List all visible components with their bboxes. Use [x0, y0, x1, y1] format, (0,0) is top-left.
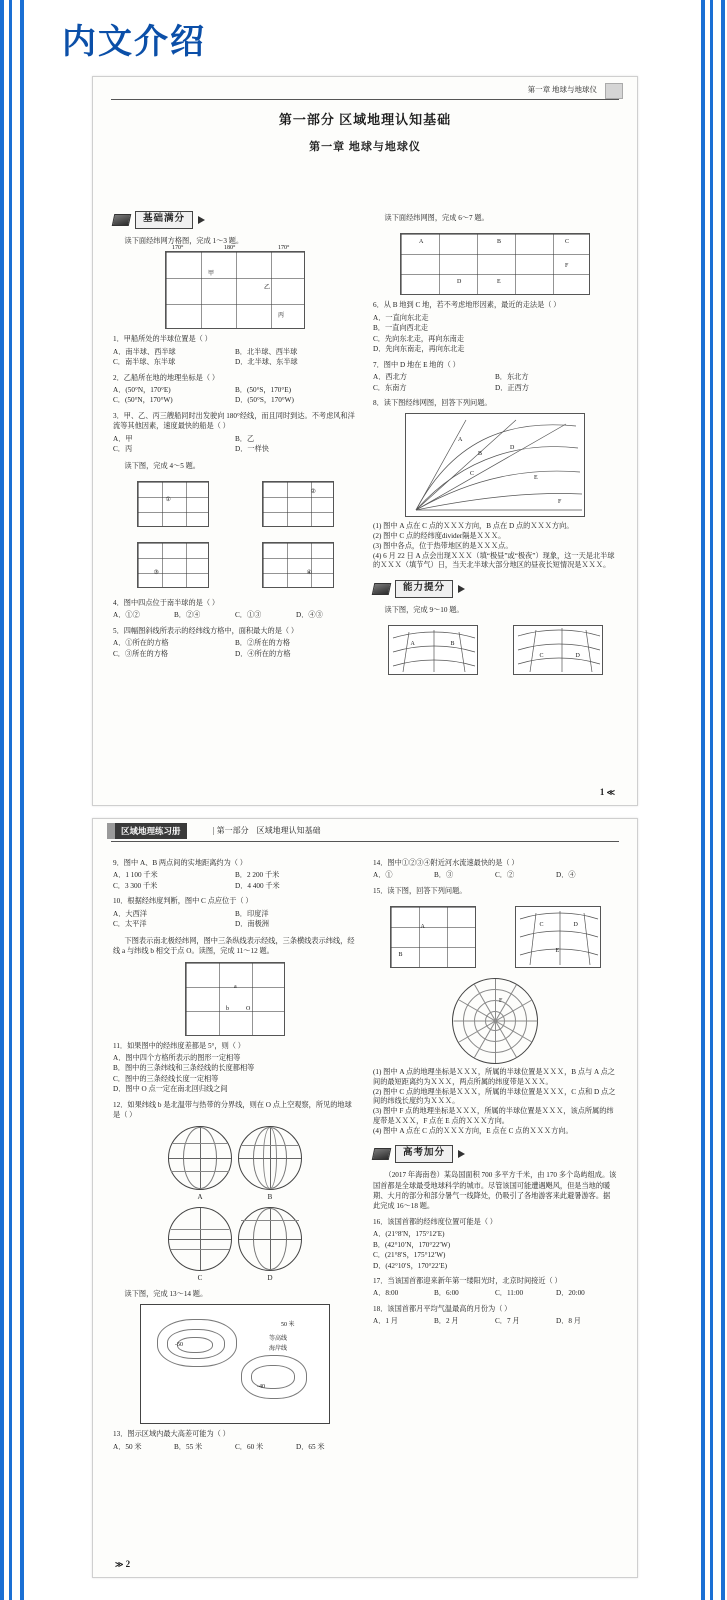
question-10: 10．根据经纬度判断，图中 C 点应位于（ ）: [113, 897, 253, 906]
globe-caption: B: [267, 1192, 273, 1201]
question-15: 15．读下图，回答下列问题。: [373, 886, 467, 895]
page1-left-column: [113, 207, 357, 779]
option: B．(50°S，170°E): [235, 385, 292, 394]
figure-label-3: ③: [153, 570, 159, 577]
question-5-options: [113, 638, 357, 659]
globe-icon: [238, 1126, 302, 1190]
parallel-line: [171, 1143, 229, 1144]
figure-grid-15a: [390, 906, 476, 968]
figure-grid-2b: [262, 481, 334, 527]
option: B．乙: [235, 434, 255, 443]
workbook-badge: 区域地理练习册: [115, 823, 187, 839]
question-1: 1．甲船所处的半球位置是（ ）: [113, 335, 212, 344]
option: C．太平洋: [113, 920, 147, 929]
globe-option-b: [238, 1126, 302, 1202]
question-8-sub1: (1) 图中 A 点在 C 点的ＸＸＸ方向，B 点在 D 点的ＸＸＸ方向。: [373, 522, 574, 531]
option: B．③: [434, 871, 454, 880]
page-number-2: [115, 1558, 130, 1571]
section-header-gaokao: [373, 1145, 617, 1163]
option: D．④③: [296, 611, 323, 620]
curved-15b-svg: [516, 907, 602, 969]
part-title: 第一部分 区域地理认知基础: [278, 112, 452, 127]
question-2-options: [113, 385, 357, 406]
figure-label-E: E: [497, 279, 501, 286]
figure-label-a: a: [234, 983, 237, 990]
option: D．北半球、东半球: [235, 358, 298, 367]
figure-group-2: [113, 476, 357, 532]
figure-label-B: B: [398, 952, 403, 959]
figure-curved-b: [513, 625, 603, 675]
figure-group-15: [373, 901, 617, 973]
figure-tick-180: 180°: [224, 245, 236, 252]
question-16: 16．该国首都的经纬度位置可能是（ ）: [373, 1217, 497, 1226]
option: A．①②: [113, 611, 140, 620]
question-8: 8．读下图经纬网图，回答下列问题。: [373, 398, 492, 407]
option: A．西北方: [373, 373, 407, 382]
figure-label-yi: 乙: [264, 285, 271, 292]
question-9-options: [113, 870, 357, 891]
question-8-sub2: (2) 图中 C 点的经纬度divider隔是ＸＸＸ。: [373, 532, 506, 541]
globe-option-a: [168, 1126, 232, 1202]
figure-contour-map: [140, 1304, 330, 1424]
section-header-basic: [113, 211, 357, 229]
page-number-value: 1: [599, 786, 605, 797]
option: A．南半球、西半球: [113, 347, 176, 356]
figure-grid-2c: [137, 542, 209, 588]
option: C．图中的三条经线长度一定相等: [113, 1074, 219, 1083]
chapter-title: 第一章 地球与地球仪: [309, 140, 421, 153]
figure-label-D: D: [457, 279, 462, 286]
lead-text-3: 读下面经纬网图，完成 6～7 题。: [384, 214, 489, 222]
question-15-sub1: (1) 图中 A 点的地理坐标是ＸＸＸ，所属的半球位置是ＸＸＸ，B 点与 A 点之间的最短距离约为ＸＸＸ，两点所属的纬度带是ＸＸＸ。: [373, 1068, 615, 1087]
option: A．大西洋: [113, 909, 147, 918]
page-tab-marker: [605, 83, 623, 99]
option: B．一直向西北走: [373, 324, 429, 333]
question-18: 18．该国首都月平均气温最高的月份为（ ）: [373, 1304, 512, 1313]
curved-a-svg: [389, 626, 479, 676]
globe-caption: A: [197, 1192, 203, 1201]
page-arrow-icon: ≫: [115, 1559, 124, 1569]
figure-label-D: D: [575, 653, 580, 660]
option: D．图中 O 点一定在南北回归线之间: [113, 1085, 228, 1094]
page-number-value: 2: [125, 1558, 131, 1569]
contour-label-40: -40: [257, 1384, 265, 1391]
lead-text-1: 读下面经纬网方格图，完成 1～3 题。: [124, 236, 244, 245]
page-arrow-icon: ≪: [606, 787, 615, 797]
section-label: 能力提分: [395, 580, 453, 598]
option: D．先向东南走，再向东北走: [373, 345, 465, 354]
figure-label-E: E: [555, 948, 560, 955]
question-16-options: [373, 1229, 617, 1271]
figure-label-D: D: [573, 922, 578, 929]
meridian-ellipse-inner: [263, 1127, 278, 1189]
question-4-options: [113, 610, 357, 620]
question-11: 11．如果图中的经纬度差都是 5°，则（ ）: [113, 1041, 245, 1050]
section-label: 高考加分: [395, 1145, 453, 1163]
legend-contour-label: 等高线: [269, 1336, 288, 1343]
book-page-1: [92, 76, 638, 806]
question-6-options: [373, 313, 617, 355]
running-head-divider: |: [213, 826, 215, 835]
legend-scale-label: 50 米: [281, 1322, 295, 1329]
option: B．2 月: [434, 1317, 459, 1326]
running-head-rule: [111, 99, 619, 100]
option: D．④: [556, 871, 576, 880]
option: C．南半球、东半球: [113, 358, 176, 367]
option: C．(50°N，170°W): [113, 396, 173, 405]
running-head-value: 第一部分 区域地理认知基础: [216, 826, 321, 835]
figure-group-5: [373, 620, 617, 680]
question-13: 13．图示区域内最大高差可能为（ ）: [113, 1430, 230, 1439]
lead-text-4: 读下图，完成 9～10 题。: [384, 605, 464, 614]
parallel-line: [171, 1229, 229, 1230]
arrow-right-icon: [198, 216, 205, 224]
figure-label-1: ①: [165, 497, 171, 504]
figure-label-C: C: [470, 471, 475, 478]
book-stack-icon: [372, 583, 392, 595]
question-17-options: [373, 1288, 617, 1298]
gaokao-lead-text: （2017 年海南卷）某岛国面积 700 多平方千米，由 170 多个岛屿组成。该国首都是全球最受地球科学的城市。尽管该国可能遭遇飓风，但是当地的暖期、大月的部分和部分暑气一线降处，仍吸引了各地游客来此避暑游客。据此完成 16～18 题。: [373, 1171, 617, 1211]
figure-label-A: A: [410, 641, 415, 648]
option: C．60 米: [235, 1442, 264, 1451]
globe-caption: D: [267, 1273, 273, 1282]
figure-label-4: ④: [306, 570, 312, 577]
question-4: 4．图中四点位于南半球的是（ ）: [113, 599, 220, 608]
option: B．东北方: [495, 373, 529, 382]
book-stack-icon: [112, 214, 132, 226]
lead-text-5: 下图表示南北极经纬网，图中三条纵线表示经线，三条横线表示纬线，经线 a 与纬线 b 相交于点 O。读图，完成 11～12 题。: [113, 936, 355, 956]
question-1-options: [113, 347, 357, 368]
curved-b-svg: [514, 626, 604, 676]
option: C．②: [495, 871, 515, 880]
option: D．20:00: [556, 1289, 585, 1298]
question-14-options: [373, 870, 617, 880]
figure-label-B: B: [450, 641, 455, 648]
question-6: 6．从 B 地到 C 地，若不考虑地形因素，最近的走法是（ ）: [373, 301, 561, 310]
question-3: 3．甲、乙、丙三艘船同时出发驶向 180°经线，而且同时到达。不考虑风和洋流等其他因素，速度最快的船是（ ）: [113, 411, 355, 431]
meridian-ellipse: [183, 1127, 218, 1189]
figure-label-A: A: [458, 437, 463, 444]
globe-group-top: [113, 1126, 357, 1202]
running-head-text: 第一章 地球与地球仪: [527, 85, 597, 94]
option: A．①: [373, 871, 393, 880]
question-8-sub4: (4) 6 月 22 日 A 点会出现ＸＸＸ（填“极昼”或“极夜”）现象，这一天是北半球的ＸＸＸ（填节气）日，当天北半球大部分地区的昼夜长短情况是ＸＸＸ。: [373, 551, 615, 570]
decorative-right-border: [701, 0, 727, 1600]
figure-grid-2a: [137, 481, 209, 527]
page2-left-column: [113, 853, 357, 1551]
running-head-rule: [111, 841, 619, 842]
figure-label-C: C: [565, 239, 570, 246]
option: A．(21°8′N，175°12′E): [373, 1230, 445, 1239]
option: C．东南方: [373, 383, 407, 392]
contour-label-50: -50: [175, 1342, 183, 1349]
option: C．先向东北走，再向东南走: [373, 334, 465, 343]
figure-label-B: B: [497, 239, 502, 246]
page1-right-column: [373, 207, 617, 779]
figure-grid-1: [165, 245, 305, 329]
option: C．11:00: [495, 1289, 524, 1298]
question-10-options: [113, 909, 357, 930]
meridian-line: [200, 1208, 201, 1270]
option: D．一样快: [235, 445, 269, 454]
figure-label-E: E: [534, 475, 538, 482]
option: B．②所在的方格: [235, 639, 291, 648]
option: B．②④: [174, 611, 201, 620]
option: A．1 月: [373, 1317, 398, 1326]
option: B．55 米: [174, 1442, 203, 1451]
option: A．50 米: [113, 1442, 142, 1451]
figure-label-2: ②: [310, 489, 316, 496]
arrow-right-icon: [458, 585, 465, 593]
figure-label-C: C: [539, 922, 544, 929]
option: D．65 米: [296, 1442, 325, 1451]
option: B．北半球、西半球: [235, 347, 298, 356]
globe-icon: [238, 1207, 302, 1271]
question-18-options: [373, 1316, 617, 1326]
section-header-ability: [373, 580, 617, 598]
meridian-ellipse: [253, 1208, 288, 1270]
figure-curved-a: [388, 625, 478, 675]
question-7: 7．图中 D 地在 E 地的（ ）: [373, 360, 460, 369]
question-5: 5．四幅图斜线所表示的经纬线方格中，面积最大的是（ ）: [113, 626, 299, 635]
parallel-line: [171, 1249, 229, 1250]
figure-tick-170w: 170°: [172, 245, 184, 252]
question-2: 2．乙船所在地的地理坐标是（ ）: [113, 373, 220, 382]
question-15-sub3: (3) 图中 F 点的地理坐标是ＸＸＸ，所属的半球位置是ＸＸＸ，该点所属的纬度带是ＸＸＸ，F 点在 E 点的ＸＸＸ方向。: [373, 1107, 614, 1125]
question-13-options: [113, 1442, 357, 1452]
option: A．一直向东北走: [373, 313, 429, 322]
question-12: 12．如果纬线 b 是北温带与热带的分界线，则在 O 点上空观察，所见的地球是（ ）: [113, 1100, 352, 1120]
figure-polar-grid: [452, 978, 538, 1064]
question-8-sub3: (3) 图中各点，位于热带地区的是ＸＸＸ点。: [373, 541, 513, 550]
lead-text-6: 读下图，完成 13～14 题。: [124, 1289, 208, 1298]
book-page-2: [92, 818, 638, 1578]
parallel-line: [241, 1220, 299, 1221]
page-number-1: [600, 786, 615, 799]
figure-group-3: [113, 537, 357, 593]
globe-group-bottom: [113, 1207, 357, 1283]
option: C．3 300 千米: [113, 881, 158, 890]
option: A．①所在的方格: [113, 639, 169, 648]
arrow-right-icon: [458, 1150, 465, 1158]
option: C．③所在的方格: [113, 649, 169, 658]
globe-caption: C: [197, 1273, 203, 1282]
book-stack-icon: [372, 1148, 392, 1160]
option: D．正西方: [495, 383, 529, 392]
globe-icon: [168, 1207, 232, 1271]
figure-label-O: O: [246, 1005, 251, 1012]
page1-columns: [113, 207, 617, 779]
option: D．8 月: [556, 1317, 581, 1326]
figure-tick-170e: 170°: [278, 245, 290, 252]
option: C．(21°8′S，175°12′W): [373, 1251, 446, 1260]
figure-curved-grid: [405, 413, 585, 517]
question-11-options: [113, 1053, 357, 1095]
option: A．图中四个方格所表示的图形一定相等: [113, 1053, 241, 1062]
figure-label-jia: 甲: [208, 271, 215, 278]
option: C．①③: [235, 611, 262, 620]
option: A．(50°N，170°E): [113, 385, 171, 394]
option: C．7 月: [495, 1317, 520, 1326]
figure-label-A: A: [419, 239, 424, 246]
option: B．印度洋: [235, 909, 269, 918]
running-head-text: [213, 825, 321, 837]
parallel-line: [241, 1145, 299, 1146]
running-head-page2: [93, 823, 637, 841]
figure-label-A: A: [420, 924, 425, 931]
option: D．(42°10′S，170°22′E): [373, 1261, 447, 1270]
figure-label-bing: 丙: [278, 313, 285, 320]
section-label: 基础满分: [135, 211, 193, 229]
option: D．4 400 千米: [235, 881, 280, 890]
globe-icon: [168, 1126, 232, 1190]
figure-label-D: D: [510, 445, 515, 452]
option: B．图中的三条纬线和三条经线的长度都相等: [113, 1064, 255, 1073]
figure-label-F: F: [565, 263, 569, 270]
option: B．(42°10′N，170°22′W): [373, 1240, 451, 1249]
globe-option-d: [238, 1207, 302, 1283]
figure-grid-6: [185, 962, 285, 1036]
globe-option-c: [168, 1207, 232, 1283]
figure-label-B: B: [478, 451, 483, 458]
page2-right-column: [373, 853, 617, 1551]
option: B．6:00: [434, 1289, 459, 1298]
option: C．丙: [113, 445, 133, 454]
decorative-left-border: [0, 0, 26, 1600]
question-15-sub2: (2) 图中 C 点的地理坐标是ＸＸＸ，所属的半球位置是ＸＸＸ，C 点和 D 点之间的纬线长度约为ＸＸＸ。: [373, 1087, 616, 1106]
option: D．(50°S，170°W): [235, 396, 294, 405]
question-15-sub4: (4) 图中 A 点在 C 点的ＸＸＸ方向，E 点在 C 点的ＸＸＸ方向。: [373, 1126, 573, 1135]
figure-label-F: F: [558, 499, 562, 506]
running-head-page1: [93, 83, 637, 101]
option: A．8:00: [373, 1289, 399, 1298]
figure-grid-15b: [515, 906, 601, 968]
question-7-options: [373, 372, 617, 393]
lead-text-2: 读下图，完成 4～5 题。: [124, 461, 200, 470]
question-3-options: [113, 434, 357, 455]
page-title: 内文介绍: [62, 22, 206, 62]
page2-columns: [113, 853, 617, 1551]
legend-coastline-label: 海岸线: [269, 1346, 288, 1353]
option: A．1 100 千米: [113, 871, 158, 880]
figure-grid-2d: [262, 542, 334, 588]
parallel-line: [171, 1171, 229, 1172]
option: D．南极洲: [235, 920, 269, 929]
question-14: 14．图中①②③④附近河水流速最快的是（ ）: [373, 859, 519, 867]
option: D．④所在的方格: [235, 649, 291, 658]
figure-label-b: b: [226, 1005, 229, 1012]
question-17: 17．当该国首都迎来新年第一缕阳光时，北京时间接近（ ）: [373, 1277, 562, 1286]
question-9: 9．图中 A、B 两点间的实地距离约为（ ）: [113, 859, 247, 867]
figure-label-C: C: [539, 653, 544, 660]
option: B．2 200 千米: [235, 871, 280, 880]
option: A．甲: [113, 434, 133, 443]
figure-label-F: F: [499, 998, 503, 1005]
figure-grid-4: [400, 233, 590, 295]
